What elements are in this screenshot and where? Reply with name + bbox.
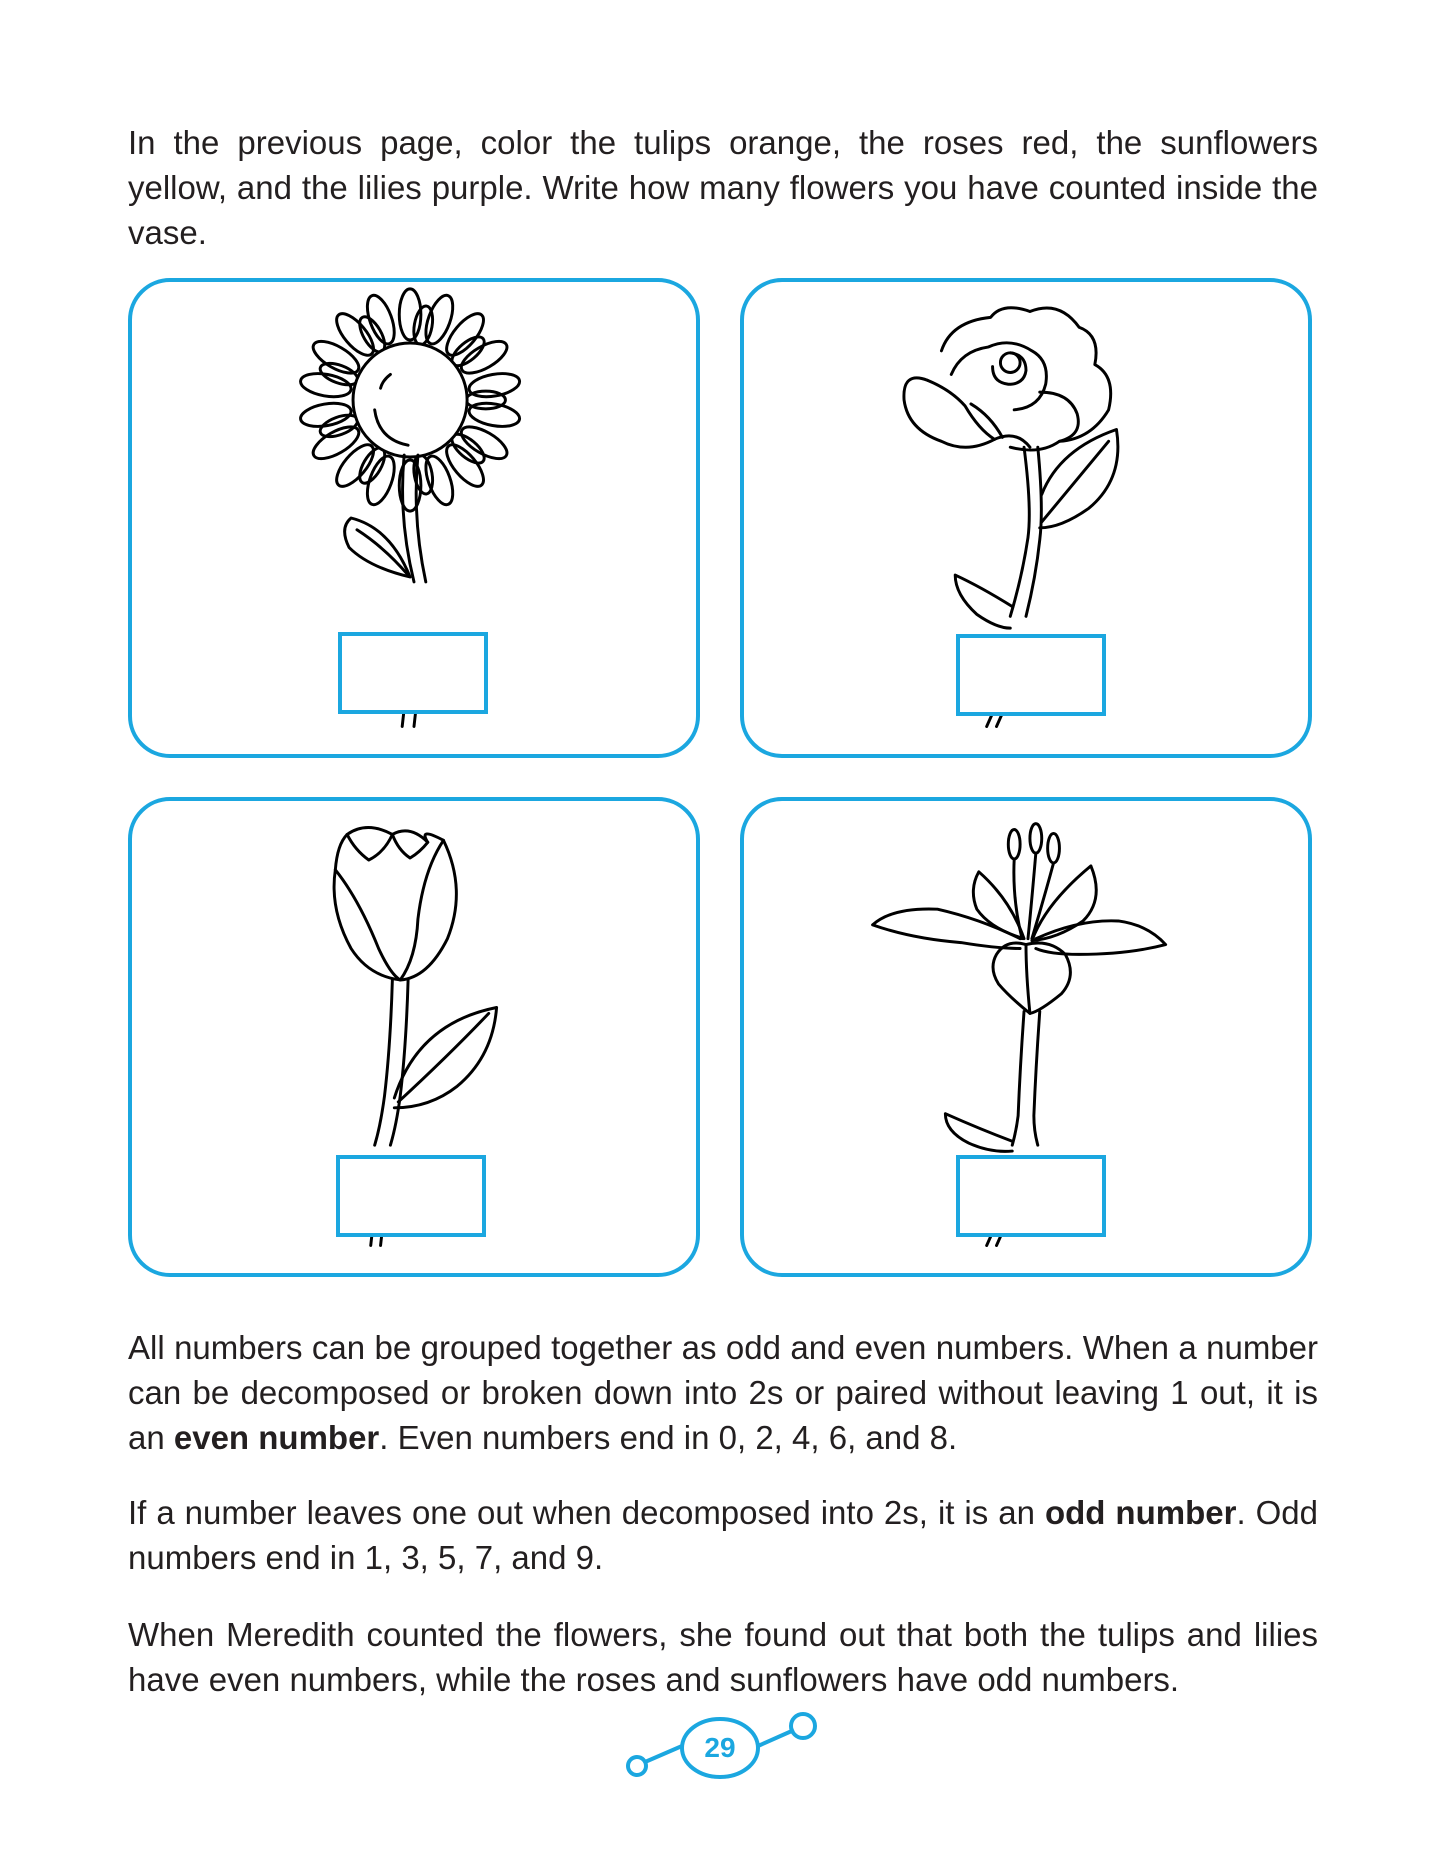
instructions-paragraph: In the previous page, color the tulips orange, the roses red, the sunflowers yellow, and the lilies purple. Write how many flowers you have counted inside the vase. (128, 124, 1318, 251)
odd-paragraph-text-end: . Odd numbers end in 1, 3, 5, 7, and 9. (128, 1494, 1318, 1576)
odd-paragraph-text-start: If a number leaves one out when decomposed into 2s, it is an (128, 1494, 1045, 1531)
rose-count-box[interactable] (956, 634, 1106, 716)
page-number: 29 (704, 1732, 736, 1763)
even-number-term: even number (173, 1419, 380, 1456)
even-paragraph-text-start: All numbers can be grouped together as odd and even numbers. When a number can be decomposed or broken down into 2s or paired without leaving 1 out, it is an (128, 1329, 1318, 1456)
odd-number-term: odd number (1044, 1494, 1237, 1531)
lily-count-box[interactable] (956, 1155, 1106, 1237)
even-number-paragraph (128, 1325, 1318, 1460)
tulip-card (128, 797, 700, 1277)
sunflower-card (128, 278, 700, 758)
odd-number-paragraph (128, 1490, 1318, 1580)
sunflower-count-box[interactable] (338, 632, 488, 714)
meredith-paragraph: When Meredith counted the flowers, she found out that both the tulips and lilies have even numbers, while the roses and sunflowers have odd numbers. (128, 1616, 1318, 1698)
rose-card (740, 278, 1312, 758)
lily-card (740, 797, 1312, 1277)
tulip-count-box[interactable] (336, 1155, 486, 1237)
even-paragraph-text-end: . Even numbers end in 0, 2, 4, 6, and 8. (379, 1419, 958, 1456)
